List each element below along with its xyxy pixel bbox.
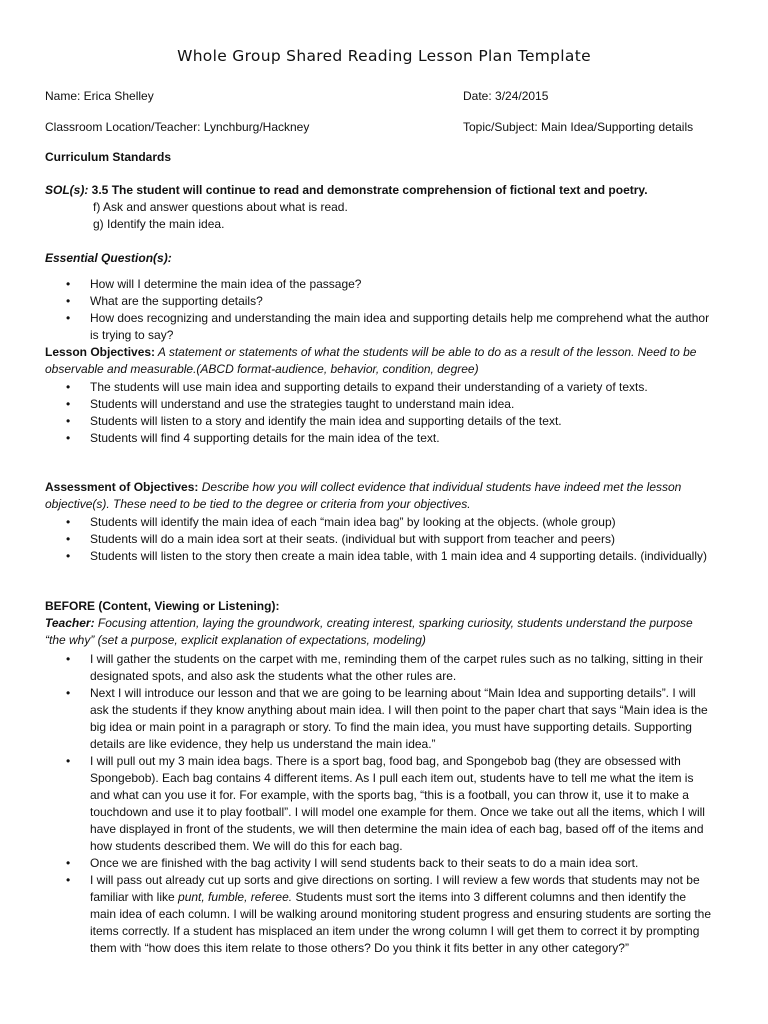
list-item: • Students will listen to the story then create a main idea table, with 1 main idea and 4 supporting details. (individually) (64, 548, 714, 565)
essential-list (64, 276, 714, 344)
assessment-list (64, 514, 714, 565)
list-item: • The students will use main idea and supporting details to expand their understanding of a variety of texts. (64, 379, 714, 396)
list-item: • Students will understand and use the strategies taught to understand main idea. (64, 396, 714, 413)
sol-g: g) Identify the main idea. (93, 217, 225, 231)
sol-text: 3.5 The student will continue to read and demonstrate comprehension of fictional text and poetry. (88, 183, 648, 197)
before-list (64, 651, 714, 957)
sort-vocab: punt, fumble, referee. (178, 890, 293, 904)
list-item: • How does recognizing and understanding the main idea and supporting details help me comprehend what the author is trying to say? (64, 310, 714, 344)
list-item: • Students will do a main idea sort at their seats. (individual but with support from teacher and peers) (64, 531, 714, 548)
before-heading: BEFORE (Content, Viewing or Listening): (45, 599, 280, 613)
curriculum-standards-heading: Curriculum Standards (45, 150, 172, 164)
list-item: • Once we are finished with the bag activity I will send students back to their seats to do a main idea sort. (64, 855, 714, 872)
list-item: • Students will identify the main idea of each “main idea bag” by looking at the objects. (whole group) (64, 514, 714, 531)
objectives-label: Lesson Objectives: (45, 345, 156, 359)
sol-label: SOL(s): (45, 183, 89, 197)
objectives-intro (45, 344, 715, 378)
list-item: • Next I will introduce our lesson and that we are going to be learning about “Main Idea and supporting details”. I will ask the students if they know anything about main idea. I will then point to the paper chart that says “Main idea is the big idea or main point in a paragraph or story. To find the main idea, you must have supporting details. Supporting details are like evidence, they help us understand the main idea.” (64, 685, 714, 753)
topic-field: Topic/Subject: Main Idea/Supporting details (463, 120, 694, 134)
list-item: • I will pull out my 3 main idea bags. There is a sport bag, food bag, and Spongebob bag (they are obsessed with Spongebob). Each bag contains 4 different items. As I pull each item out, students have to tell me what the item is and what can you use it for. For example, with the sports bag, “this is a football, you can throw it, use it to make a touchdown and use it to play football”. I will model one example for them. Once we take out all the items, which I will have displayed in front of the students, we will then determine the main idea of each bag, based off of the items and how students described them. We will do this for each bag. (64, 753, 714, 855)
document-title: Whole Group Shared Reading Lesson Plan Template (177, 47, 591, 65)
teacher-intro (45, 615, 715, 649)
teacher-desc: Focusing attention, laying the groundwork, creating interest, sparking curiosity, students understand the purpose “the why” (set a purpose, explicit explanation of expectations, modeling) (45, 616, 693, 647)
assessment-desc: Describe how you will collect evidence that individual students have indeed met the lesson objective(s). These need to be tied to the degree or criteria from your objectives. (45, 480, 682, 511)
list-item (64, 872, 714, 957)
sort-text-a: I will pass out already cut up sorts and give directions on sorting. I will review a few words that students may not be familiar with like (90, 873, 700, 904)
teacher-label: Teacher: (45, 616, 95, 630)
name-field: Name: Erica Shelley (45, 89, 154, 103)
objectives-list (64, 379, 714, 447)
sol-line (45, 182, 648, 198)
list-item: • Students will listen to a story and identify the main idea and supporting details of the text. (64, 413, 714, 430)
objectives-desc: A statement or statements of what the students will be able to do as a result of the lesson. Need to be observable and measurable.(ABCD format-audience, behavior, condition, degree) (45, 345, 697, 376)
date-field: Date: 3/24/2015 (463, 89, 549, 103)
essential-heading: Essential Question(s): (45, 251, 172, 265)
assessment-label: Assessment of Objectives: (45, 480, 199, 494)
assessment-intro (45, 479, 715, 513)
location-field: Classroom Location/Teacher: Lynchburg/Hackney (45, 120, 310, 134)
sort-text-c: Students must sort the items into 3 different columns and then identify the main idea of each column. I will be walking around monitoring student progress and ensuring students are sorting the items correctly. If a student has misplaced an item under the wrong column I will get them to correct it by prompting them with “how does this item relate to those others? Do you think it fits better in any other category?” (90, 890, 712, 955)
list-item: • I will gather the students on the carpet with me, reminding them of the carpet rules such as no talking, sitting in their designated spots, and also ask the students what the other rules are. (64, 651, 714, 685)
list-item: • What are the supporting details? (64, 293, 714, 310)
sol-f: f) Ask and answer questions about what is read. (93, 200, 348, 214)
list-item: • How will I determine the main idea of the passage? (64, 276, 714, 293)
list-item: • Students will find 4 supporting details for the main idea of the text. (64, 430, 714, 447)
